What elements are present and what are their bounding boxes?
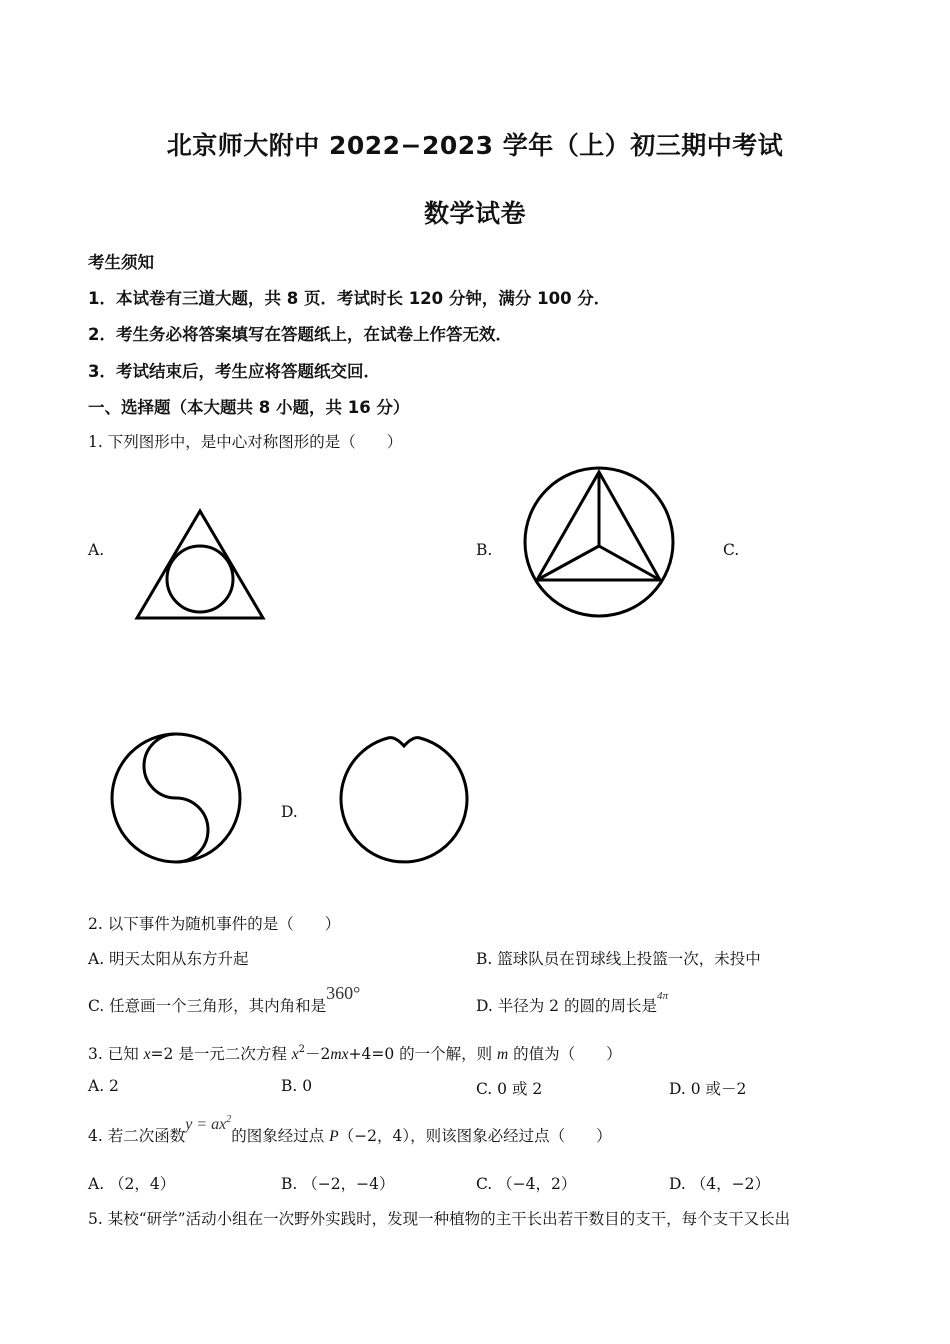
q4-point-p: P xyxy=(329,1128,339,1145)
q4-function xyxy=(185,1116,231,1133)
exam-subtitle: 数学试卷 xyxy=(423,199,526,228)
q2-option-c-text: C. 任意画一个三角形，其内角和是 xyxy=(88,997,327,1015)
q3-text-4: 的值为（ ） xyxy=(508,1045,622,1063)
q1-label-d: D. xyxy=(281,803,298,821)
q2-option-d xyxy=(476,990,668,1016)
notice-item-2: 2．考生务必将答案填写在答题纸上，在试卷上作答无效． xyxy=(88,325,512,344)
exam-title: 北京师大附中 2022−2023 学年（上）初三期中考试 xyxy=(166,131,784,160)
q1-label-c: C. xyxy=(723,541,740,559)
q3-option-a: A. 2 xyxy=(88,1077,119,1095)
q4-option-d: D. （4，−2） xyxy=(669,1175,770,1193)
q3-option-b: B. 0 xyxy=(281,1077,313,1095)
q2-option-b: B. 篮球队员在罚球线上投篮一次，未投中 xyxy=(476,950,761,968)
q2-option-d-text: D. 半径为 2 的圆的周长是 xyxy=(476,997,657,1015)
q3-eq-x: x xyxy=(291,1046,299,1063)
notice-item-3: 3．考试结束后，考生应将答题纸交回． xyxy=(88,362,380,381)
q4-stem xyxy=(88,1114,612,1146)
q5-stem: 5. 某校“研学”活动小组在一次野外实践时，发现一种植物的主干长出若干数目的支干，每个支干又长出 xyxy=(88,1210,791,1228)
q1-label-a: A. xyxy=(88,541,105,559)
q4-function-body: y = ax xyxy=(185,1116,227,1133)
q3-option-d: D. 0 或－2 xyxy=(669,1080,747,1098)
q3-text-3: +4=0 的一个解，则 xyxy=(348,1045,498,1063)
notice-item-1: 1．本试卷有三道大题，共 8 页．考试时长 120 分钟，满分 100 分． xyxy=(88,289,611,308)
q4-option-c: C. （−4，2） xyxy=(476,1175,577,1193)
q1-label-b: B. xyxy=(476,541,493,559)
q3-var-x: x xyxy=(143,1046,151,1063)
q3-stem xyxy=(88,1042,622,1064)
q3-eq-exponent: 2 xyxy=(298,1044,306,1055)
q2-option-d-value: 4π xyxy=(656,990,668,1002)
q3-option-c: C. 0 或 2 xyxy=(476,1080,543,1098)
q3-var-m: m xyxy=(497,1046,509,1063)
q3-text-2: =2 是一元二次方程 xyxy=(150,1045,292,1063)
q3-eq-mx: mx xyxy=(330,1046,349,1063)
notice-heading: 考生须知 xyxy=(88,253,154,272)
q2-option-c xyxy=(88,983,361,1016)
section-heading: 一、选择题（本大题共 8 小题，共 16 分） xyxy=(88,398,410,417)
q3-text-1: 3. 已知 xyxy=(88,1045,144,1063)
q4-text-1: 4. 若二次函数 xyxy=(88,1127,186,1145)
q4-option-a: A. （2，4） xyxy=(88,1175,176,1193)
q4-text-3: （−2，4），则该图象必经过点（ ） xyxy=(338,1127,612,1145)
q2-stem: 2. 以下事件为随机事件的是（ ） xyxy=(88,915,341,933)
q2-option-c-value: 360° xyxy=(326,983,361,1003)
q4-function-exponent: 2 xyxy=(226,1114,232,1125)
q1-stem: 1. 下列图形中，是中心对称图形的是（ ） xyxy=(88,433,403,451)
q4-text-2: 的图象经过点 xyxy=(231,1127,330,1145)
q2-option-a: A. 明天太阳从东方升起 xyxy=(88,950,249,968)
q4-option-b: B. （−2，−4） xyxy=(281,1175,395,1193)
q3-eq-mid: －2 xyxy=(305,1045,331,1063)
